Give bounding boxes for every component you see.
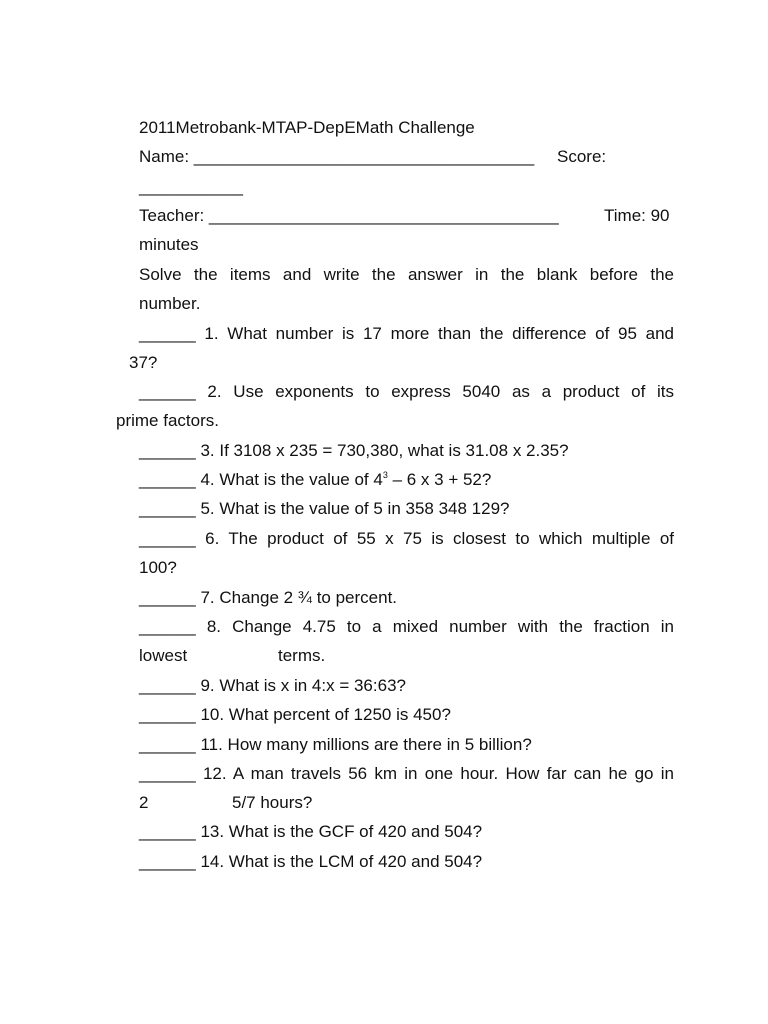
question-4 xyxy=(139,470,491,490)
question-7: ______ 7. Change 2 ¾ to percent. xyxy=(139,588,398,607)
instructions-line-2: number. xyxy=(139,294,201,313)
name-label: Name: ____________________________________ xyxy=(139,147,535,166)
question-2-line-2: prime factors. xyxy=(116,411,219,430)
question-4-exponent: 3 xyxy=(382,470,388,480)
question-12-line-1: ______ 12. A man travels 56 km in one hour. How far can he go in xyxy=(139,764,674,783)
question-13: ______ 13. What is the GCF of 420 and 504? xyxy=(139,822,483,841)
time-label: Time: 90 xyxy=(604,206,670,225)
question-14: ______ 14. What is the LCM of 420 and 504? xyxy=(139,852,483,871)
question-8-line-2b: terms. xyxy=(278,646,326,665)
question-6-line-1: ______ 6. The product of 55 x 75 is closest to which multiple of xyxy=(139,529,674,548)
score-blank: ___________ xyxy=(139,177,244,196)
question-8-line-2a: lowest xyxy=(139,646,188,665)
question-3: ______ 3. If 3108 x 235 = 730,380, what is 31.08 x 2.35? xyxy=(139,441,569,460)
question-12-line-2a: 2 xyxy=(139,793,149,812)
question-2-line-1: ______ 2. Use exponents to express 5040 as a product of its xyxy=(139,382,674,401)
question-4-rest: – 6 x 3 + 52? xyxy=(387,470,492,489)
score-label: Score: xyxy=(557,147,607,166)
question-1-line-2: 37? xyxy=(129,353,158,372)
teacher-label: Teacher: _____________________________________ xyxy=(139,206,559,225)
question-11: ______ 11. How many millions are there in 5 billion? xyxy=(139,735,532,754)
question-1-line-1: ______ 1. What number is 17 more than the difference of 95 and xyxy=(139,324,674,343)
question-6-line-2: 100? xyxy=(139,558,177,577)
question-9: ______ 9. What is x in 4:x = 36:63? xyxy=(139,676,406,695)
question-4-text: ______ 4. What is the value of 4 xyxy=(139,470,383,489)
instructions-line-1: Solve the items and write the answer in the blank before the xyxy=(139,265,674,284)
question-10: ______ 10. What percent of 1250 is 450? xyxy=(139,705,451,724)
question-5: ______ 5. What is the value of 5 in 358 348 129? xyxy=(139,499,510,518)
document-title: 2011Metrobank-MTAP-DepEMath Challenge xyxy=(139,118,475,137)
time-unit: minutes xyxy=(139,235,199,254)
question-12-line-2b: 5/7 hours? xyxy=(232,793,313,812)
question-8-line-1: ______ 8. Change 4.75 to a mixed number with the fraction in xyxy=(139,617,674,636)
